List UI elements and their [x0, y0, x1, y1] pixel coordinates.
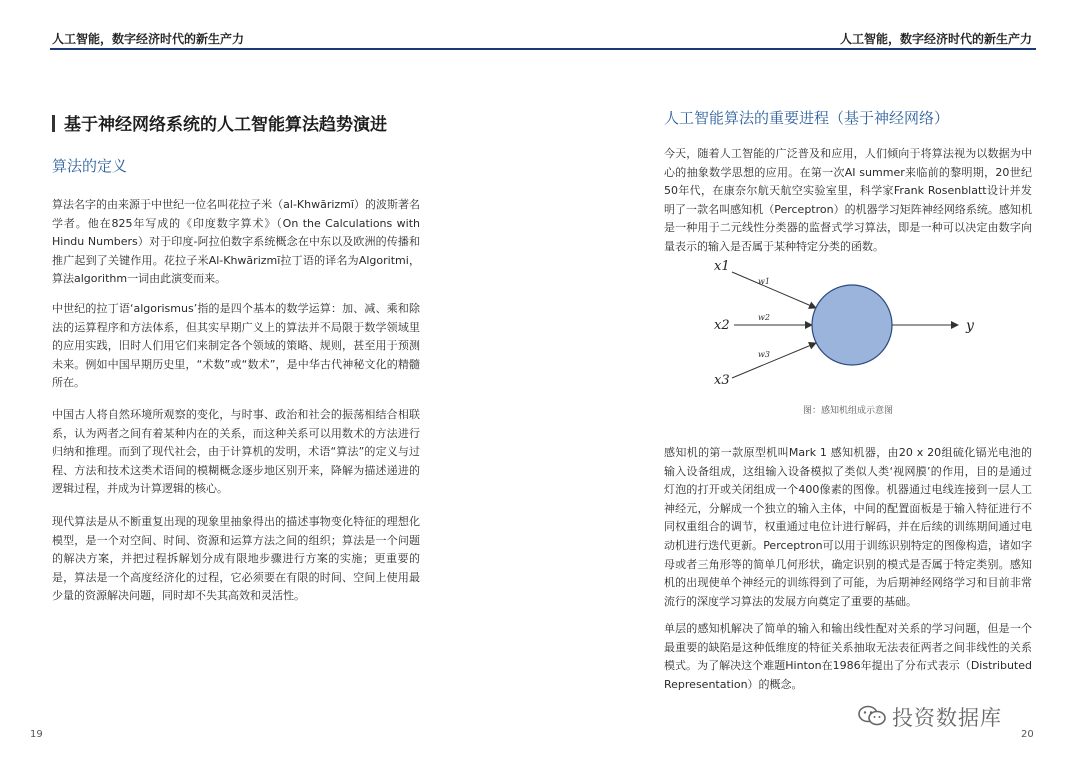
section-title-text: 基于神经网络系统的人工智能算法趋势演进 [64, 115, 387, 135]
page-number: 20 [1021, 729, 1034, 740]
subhead-algorithm-definition: 算法的定义 [52, 157, 128, 175]
running-header: 人工智能，数字经济时代的新生产力 [52, 32, 245, 46]
watermark [858, 702, 1002, 732]
input-label-x1: x1 [714, 259, 730, 274]
running-header: 人工智能，数字经济时代的新生产力 [839, 32, 1032, 46]
page-number: 19 [30, 729, 43, 740]
paragraph: 算法名字的由来源于中世纪一位名叫花拉子米（al-Khwārizmī）的波斯著名学者。他在825年写成的《印度数字算术》（On the Calculations with Hindu Numbers）对于印度-阿拉伯数字系统概念在中东以及欧洲的传播和推广起到了关键作用。花拉子米Al-Khwārizmī拉丁语的译名为Algoritmi，算法algorithm一词由此演变而来。 [52, 198, 420, 286]
right-page [540, 0, 1080, 764]
header-rule [50, 48, 540, 50]
paragraph: 现代算法是从不断重复出现的现象里抽象得出的描述事物变化特征的理想化模型，是一个对空间、时间、资源和运算方法之间的组织；算法是一个问题的解决方案，并把过程拆解划分成有限地步骤进行方案的实施；更重要的是，算法是一个高度经济化的过程，它必须要在有限的时间、空间上使用最少量的资源解决问题，同时却不失其高效和灵活性。 [52, 515, 420, 603]
weight-label-w2: w2 [758, 313, 770, 322]
paragraph: 今天，随着人工智能的广泛普及和应用，人们倾向于将算法视为以数据为中心的抽象数学思想的应用。在第一次AI summer来临前的黎明期，20世纪50年代，在康奈尔航天航空实验室里，科学家Frank Rosenblatt设计并发明了一款名叫感知机（Perceptron）的机器学习矩阵神经网络系统。感知机是一种用于二元线性分类器的监督式学习算法，即是一种可以决定由数字向量表示的输入是否属于某种特定分类的函数。 [664, 147, 1032, 253]
weight-label-w1: w1 [758, 277, 770, 286]
input-label-x2: x2 [714, 318, 730, 333]
neuron-node [812, 285, 892, 365]
input-label-x3: x3 [714, 373, 730, 388]
subhead-ai-algorithm-progress: 人工智能算法的重要进程（基于神经网络） [664, 109, 950, 127]
input-edge [732, 272, 816, 308]
paragraph: 中世纪的拉丁语‘algorismus’指的是四个基本的数学运算：加、减、乘和除法的运算程序和方法体系，但其实早期广义上的算法并不局限于数学领域里的应用实践，旧时人们用它们来制定各个领域的策略、规则，甚至用于预测未来。例如中国早期历史里，“术数”或“数术”，是中华古代神秘文化的精髓所在。 [52, 302, 420, 390]
figure-caption: 图：感知机组成示意图 [802, 406, 893, 416]
paragraph: 中国古人将自然环境所观察的变化，与时事、政治和社会的振荡相结合相联系，认为两者之间有着某种内在的关系，而这种关系可以用数术的方法进行归纳和推理。而到了现代社会，由于计算机的发明，术语“算法”的定义与过程、方法和技术这类术语间的模糊概念逐步地区别开来，降解为描述递进的逻辑过程，并成为计算逻辑的核心。 [52, 408, 420, 496]
section-title [52, 110, 387, 135]
watermark-text: 投资数据库 [892, 706, 1002, 730]
paragraph: 感知机的第一款原型机叫Mark 1 感知机器，由20 x 20组硫化镉光电池的输入设备组成，这组输入设备模拟了类似人类‘视网膜’的作用，目的是通过灯泡的打开或关闭组成一个400像素的图像。机器通过电线连接到一层人工神经元，分解成一个独立的输入主体，中间的配置面板是于输入特征进行不同权重组合的调节，权重通过电位计进行解码，并在后续的训练期间通过电动机进行迭代更新。Perceptron可以用于训练识别特定的图像构造，诸如字母或者三角形等的简单几何形状，确定识别的模式是否属于特定类别。感知机的出现使单个神经元的训练得到了可能，为后期神经网络学习和目前非常流行的深度学习算法的发展方向奠定了重要的基础。 [664, 446, 1032, 608]
wechat-icon [858, 705, 886, 732]
title-bar-marker [52, 115, 55, 132]
weight-label-w3: w3 [758, 350, 770, 359]
header-rule [540, 48, 1036, 50]
paragraph: 单层的感知机解决了简单的输入和输出线性配对关系的学习问题，但是一个最重要的缺陷是这种低维度的特征关系抽取无法表征两者之间非线性的关系模式。为了解决这个难题Hinton在1986年提出了分布式表示（Distributed Representation）的概念。 [664, 622, 1032, 691]
input-edge [732, 343, 816, 378]
perceptron-diagram [712, 250, 1002, 400]
output-label-y: y [966, 318, 974, 334]
